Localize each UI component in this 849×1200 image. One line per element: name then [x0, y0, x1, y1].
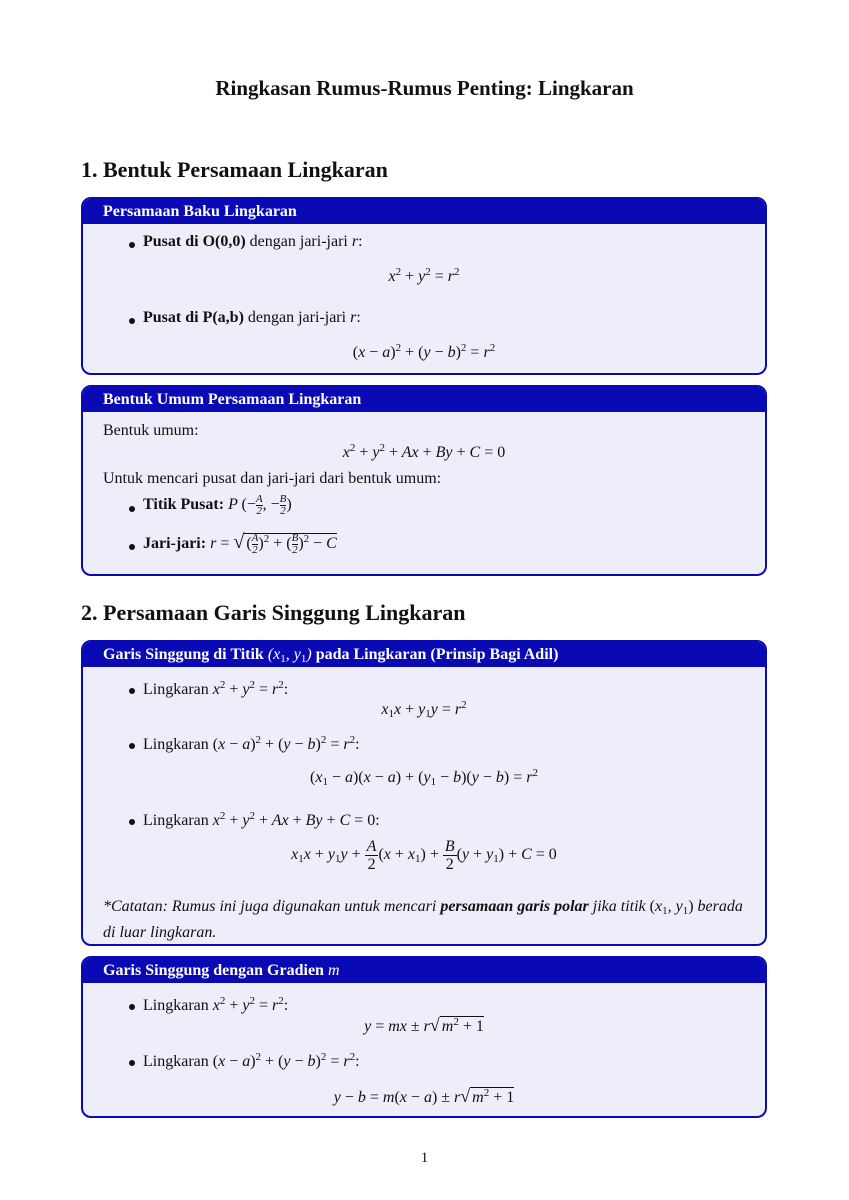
polar-line-note — [103, 896, 747, 944]
tangent-item-origin: Lingkaran $x^2 + y^2 = r^2$: — [143, 679, 289, 698]
center-origin-item: Pusat di O(0,0) dengan jari-jari r: — [143, 233, 363, 250]
general-form-search-text: Untuk mencari pusat dan jari-jari dari bentuk umum: — [103, 470, 442, 487]
circle-equation: $(x - a)^2 + (y - b)^2 = r^2$ — [212, 1051, 356, 1070]
center-point-item: Pusat di P(a,b) dengan jari-jari r: — [143, 309, 361, 326]
note-text: berada di luar lingkaran. — [103, 898, 743, 941]
general-form-box — [81, 385, 767, 576]
tangent-formula-origin: $x_1x + y_1y = r^2$ — [381, 699, 467, 720]
bullet — [129, 242, 135, 248]
tangent-at-point-box — [81, 640, 767, 946]
tangent-item-point: Lingkaran $(x - a)^2 + (y - b)^2 = r^2$: — [143, 734, 360, 753]
header-math-m: m — [327, 962, 340, 979]
note-math-point: ($x_1$, $y_1$) — [649, 898, 694, 917]
tangent-with-gradient-box-header — [83, 958, 765, 983]
bullet — [129, 1060, 135, 1066]
bullet — [129, 544, 135, 550]
bullet — [129, 318, 135, 324]
circle-equation: $x^2 + y^2 + Ax + By + C = 0$ — [212, 810, 376, 829]
radius-formula: r = √ ( $\frac{A}{2}$ )$^2$ + ( $\frac{B}{2}$ )$^2$ − C — [210, 531, 337, 556]
tangent-formula-point: $(x_1 - a)(x - a) + (y_1 - b)(y - b) = r^2$ — [310, 767, 538, 788]
gradient-formula-origin: y = mx ± r√ $m^2 + 1$ — [364, 1015, 484, 1035]
general-form-box-header: Bentuk Umum Persamaan Lingkaran — [83, 387, 765, 412]
header-text: pada Lingkaran (Prinsip Bagi Adil) — [311, 646, 559, 663]
center-origin-text: dengan jari-jari — [245, 233, 352, 250]
page-number: 1 — [420, 1150, 429, 1166]
lingkaran-label: Lingkaran — [143, 681, 213, 698]
header-text: Garis Singgung dengan Gradien — [103, 962, 328, 979]
lingkaran-label: Lingkaran — [143, 736, 213, 753]
center-formula-label: Titik Pusat: — [143, 496, 225, 514]
bullet — [129, 743, 135, 749]
tangent-item-general: Lingkaran $x^2 + y^2 + Ax + By + C = 0$: — [143, 810, 380, 829]
gradient-item-origin: Lingkaran $x^2 + y^2 = r^2$: — [143, 995, 289, 1014]
standard-equation-origin: $x^2 + y^2 = r^2$ — [388, 266, 460, 285]
note-text: *Catatan: Rumus ini juga digunakan untuk mencari — [103, 898, 441, 915]
center-formula-item — [143, 494, 292, 517]
document-title: Ringkasan Rumus-Rumus Penting: Lingkaran — [215, 76, 634, 100]
radius-formula-label: Jari-jari: — [143, 535, 207, 552]
center-point-label: Pusat di P(a,b) — [143, 309, 244, 326]
math-var: r — [350, 309, 357, 326]
circle-equation: $x^2 + y^2 = r^2$ — [212, 995, 284, 1014]
gradient-item-point: Lingkaran $(x - a)^2 + (y - b)^2 = r^2$: — [143, 1051, 360, 1070]
tangent-at-point-box-header — [83, 642, 765, 667]
center-formula: P (− $\frac{A}{2}$ , − $\frac{B}{2}$ ) — [228, 493, 292, 517]
center-point-text: dengan jari-jari — [243, 309, 351, 326]
tangent-formula-general: $x_1x + y_1y$ + $\frac{A}{2}$ $(x + x_1)$ + $\frac{B}{2}$ $(y + y_1) + C = 0$ — [291, 838, 557, 873]
bullet — [129, 688, 135, 694]
bullet — [129, 506, 135, 512]
bullet — [129, 819, 135, 825]
note-bold-text: persamaan garis polar — [440, 898, 589, 915]
tangent-with-gradient-box — [81, 956, 767, 1118]
math-var: r — [351, 233, 359, 250]
standard-equation-point: $(x - a)^2 + (y - b)^2 = r^2$ — [352, 342, 496, 361]
lingkaran-label: Lingkaran — [143, 812, 213, 829]
circle-equation: $(x - a)^2 + (y - b)^2 = r^2$ — [212, 734, 356, 753]
section-2-title: 2. Persamaan Garis Singgung Lingkaran — [81, 600, 466, 625]
bullet — [129, 1004, 135, 1010]
section-1-title: 1. Bentuk Persamaan Lingkaran — [81, 157, 388, 182]
gradient-formula-point: y − b = m(x − a) ± r√ $m^2 + 1$ — [333, 1086, 515, 1106]
circle-equation: $x^2 + y^2 = r^2$ — [212, 679, 284, 698]
lingkaran-label: Lingkaran — [143, 997, 213, 1014]
center-origin-label: Pusat di O(0,0) — [143, 233, 246, 250]
general-form-intro: Bentuk umum: — [103, 422, 199, 439]
standard-equation-box-header: Persamaan Baku Lingkaran — [83, 199, 765, 224]
general-form-equation: $x^2 + y^2 + Ax + By + C = 0$ — [342, 442, 506, 461]
radius-formula-item — [143, 531, 337, 556]
note-text: jika titik — [588, 898, 650, 915]
header-text: Garis Singgung di Titik — [103, 646, 268, 663]
standard-equation-box — [81, 197, 767, 375]
lingkaran-label: Lingkaran — [143, 1053, 213, 1070]
header-math-point: ($x_1$, $y_1$) — [267, 646, 312, 665]
